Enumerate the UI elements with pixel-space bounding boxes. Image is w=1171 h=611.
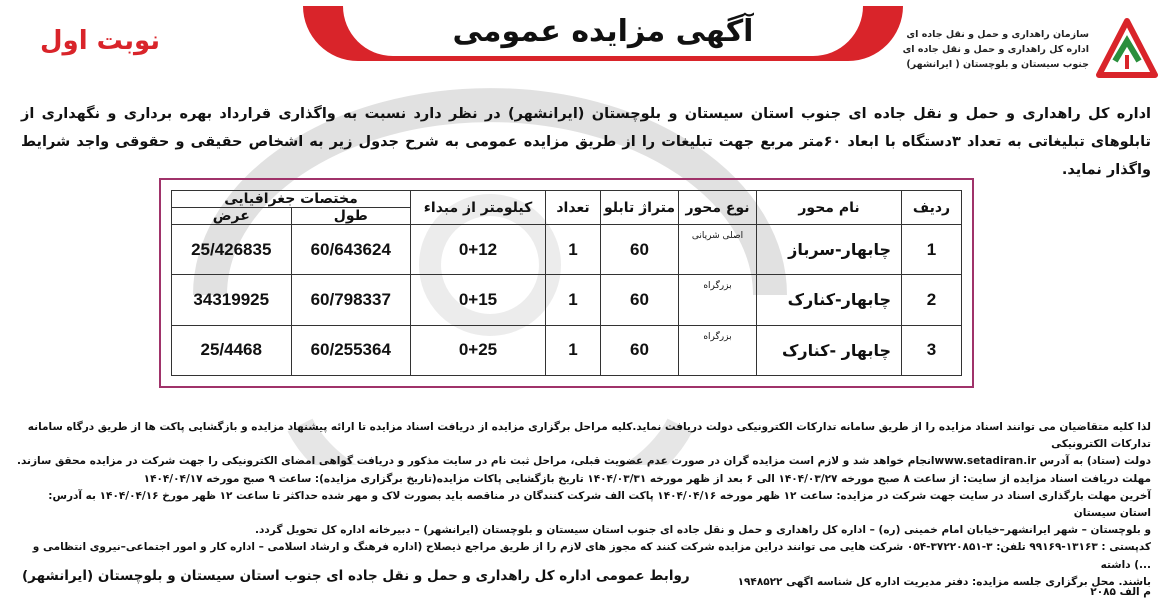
organization-name bbox=[903, 27, 1089, 72]
cell-axis-type: بزرگراه bbox=[679, 275, 757, 325]
header-area: متراژ تابلو bbox=[601, 191, 679, 225]
public-relations-signature: روابط عمومی اداره کل راهداری و حمل و نقل جاده ای جنوب استان سیستان و بلوچستان (ایرانشهر) bbox=[22, 568, 690, 584]
table-row bbox=[172, 275, 962, 325]
cell-km: 0+25 bbox=[411, 325, 546, 375]
header-row-number: ردیف bbox=[902, 191, 962, 225]
title-inner bbox=[343, 6, 863, 56]
cell-lat: 25/4468 bbox=[172, 325, 292, 375]
cell-count: 1 bbox=[546, 275, 601, 325]
organization-logo-icon bbox=[1095, 17, 1159, 81]
title-banner bbox=[303, 6, 903, 61]
cell-area: 60 bbox=[601, 325, 679, 375]
billboard-table bbox=[171, 190, 962, 376]
cell-axis-name: چابهار-کنارک bbox=[757, 275, 902, 325]
cell-lon: 60/798337 bbox=[291, 275, 411, 325]
notice-code: م الف ۲۰۸۵ bbox=[1090, 586, 1151, 598]
page-title: آگهی مزایده عمومی bbox=[452, 13, 754, 49]
header-geo: مختصات جغرافیایی bbox=[172, 191, 411, 208]
cell-count: 1 bbox=[546, 325, 601, 375]
cell-row: 1 bbox=[902, 225, 962, 275]
cell-axis-type: اصلی شریانی bbox=[679, 225, 757, 275]
cell-count: 1 bbox=[546, 225, 601, 275]
conditions-line: باشند. محل برگزاری جلسه مزایده: دفتر مدیریت اداره کل شناسه اگهی ۱۹۴۸۵۲۲ bbox=[737, 575, 1151, 588]
cell-lat: 25/426835 bbox=[172, 225, 292, 275]
conditions-line: و بلوچستان – شهر ایرانشهر–خیابان امام خمینی (ره) – اداره کل راهداری و حمل و نقل جاده ای جنوب استان سیستان و بلوچستان (ایرانشهر) – دبیرخانه اداره کل تحویل گردد. bbox=[255, 524, 1151, 537]
cell-row: 3 bbox=[902, 325, 962, 375]
cell-area: 60 bbox=[601, 275, 679, 325]
cell-km: 0+12 bbox=[411, 225, 546, 275]
cell-lat: 34319925 bbox=[172, 275, 292, 325]
table-row bbox=[172, 225, 962, 275]
table-row bbox=[172, 325, 962, 375]
header-axis-type: نوع محور bbox=[679, 191, 757, 225]
cell-lon: 60/255364 bbox=[291, 325, 411, 375]
cell-km: 0+15 bbox=[411, 275, 546, 325]
conditions-line: کدپستی : ۱۳۱۶۳-۹۹۱۶۹ تلفن: ۳-۳۷۲۲۰۸۵۱-۰۵۴ شرکت هایی می توانند دراین مزایده شرکت کنند که مجوز های لازم را از طریق مراجع ذیصلاح (اداره فرهنگ و ارشاد اسلامی – اداره کار و امور اجتماعی–نیروی انتظامی و ...) داشته bbox=[32, 541, 1151, 571]
cell-lon: 60/643624 bbox=[291, 225, 411, 275]
cell-axis-name: چابهار -کنارک bbox=[757, 325, 902, 375]
cell-axis-name: چابهار-سرباز bbox=[757, 225, 902, 275]
conditions-text bbox=[16, 419, 1151, 591]
intro-paragraph: اداره کل راهداری و حمل و نقل جاده ای جنوب استان سیستان و بلوچستان (ایرانشهر) در نظر دارد نسبت به واگذاری قرارداد بهره برداری و نگهداری از تابلوهای تبلیغاتی به تعداد ۳دستگاه با ابعاد ۶۰متر مربع جهت تبلیغات را از طریق مزایده عمومی به شرح جدول زیر به اشخاص حقیقی و حقوقی واجد شرایط واگذار نماید. bbox=[21, 106, 1151, 178]
org-line-1: سازمان راهداری و حمل و نقل جاده ای bbox=[906, 28, 1089, 40]
org-line-2: اداره کل راهداری و حمل و نقل جاده ای bbox=[902, 43, 1089, 55]
header-lat: عرض bbox=[172, 208, 292, 225]
conditions-line: لذا کلیه متقاضیان می توانند اسناد مزایده را از طریق سامانه تدارکات الکترونیکی دولت دریافت نماید.کلیه مراحل برگزاری مزایده از دریافت اسناد مزایده تا ارائه پیشنهاد مزایده و بازگشایی پاکت ها از طریق درگاه سامانه تدارکات الکترونیکی bbox=[27, 421, 1151, 451]
cell-row: 2 bbox=[902, 275, 962, 325]
header-axis-name: نام محور bbox=[757, 191, 902, 225]
header-count: تعداد bbox=[546, 191, 601, 225]
conditions-line: مهلت دریافت اسناد مزایده از سایت: از ساعت ۸ صبح مورخه ۱۴۰۴/۰۳/۲۷ الی ۶ بعد از ظهر مورخه ۱۴۰۴/۰۳/۳۱ تاریخ بازگشایی پاکات مزایده(تاریخ برگزاری مزایده): ساعت ۹ صبح مورخه ۱۴۰۴/۰۴/۱۷ bbox=[143, 472, 1151, 485]
conditions-line: آخرین مهلت بارگذاری اسناد در سایت جهت شرکت در مزایده: ساعت ۱۲ ظهر مورخه ۱۴۰۴/۰۴/۱۶ پاکت الف شرکت کنندگان در مناقصه باید بصورت لاک و مهر شده حداکثر تا ساعت ۱۲ ظهر مورخ ۱۴۰۴/۰۴/۱۶ به آدرس: استان سیستان bbox=[48, 489, 1151, 520]
cell-axis-type: بزرگراه bbox=[679, 325, 757, 375]
header-km: کیلومتر از مبداء bbox=[411, 191, 546, 225]
conditions-line: دولت (ستاد) به آدرس www.setadiran.irانجام خواهد شد و لازم است مزایده گران در صورت عدم عضویت قبلی، مراحل ثبت نام در سایت مذکور و دریافت گواهی امضای الکترونیکی را جهت شرکت در مزایده محقق سازند. bbox=[16, 455, 1151, 468]
round-label: نوبت اول bbox=[40, 26, 161, 56]
org-line-3: جنوب سیستان و بلوچستان ( ایرانشهر) bbox=[906, 58, 1089, 70]
organization-header bbox=[899, 14, 1159, 84]
header-lon: طول bbox=[291, 208, 411, 225]
billboard-table-frame bbox=[159, 178, 974, 388]
cell-area: 60 bbox=[601, 225, 679, 275]
